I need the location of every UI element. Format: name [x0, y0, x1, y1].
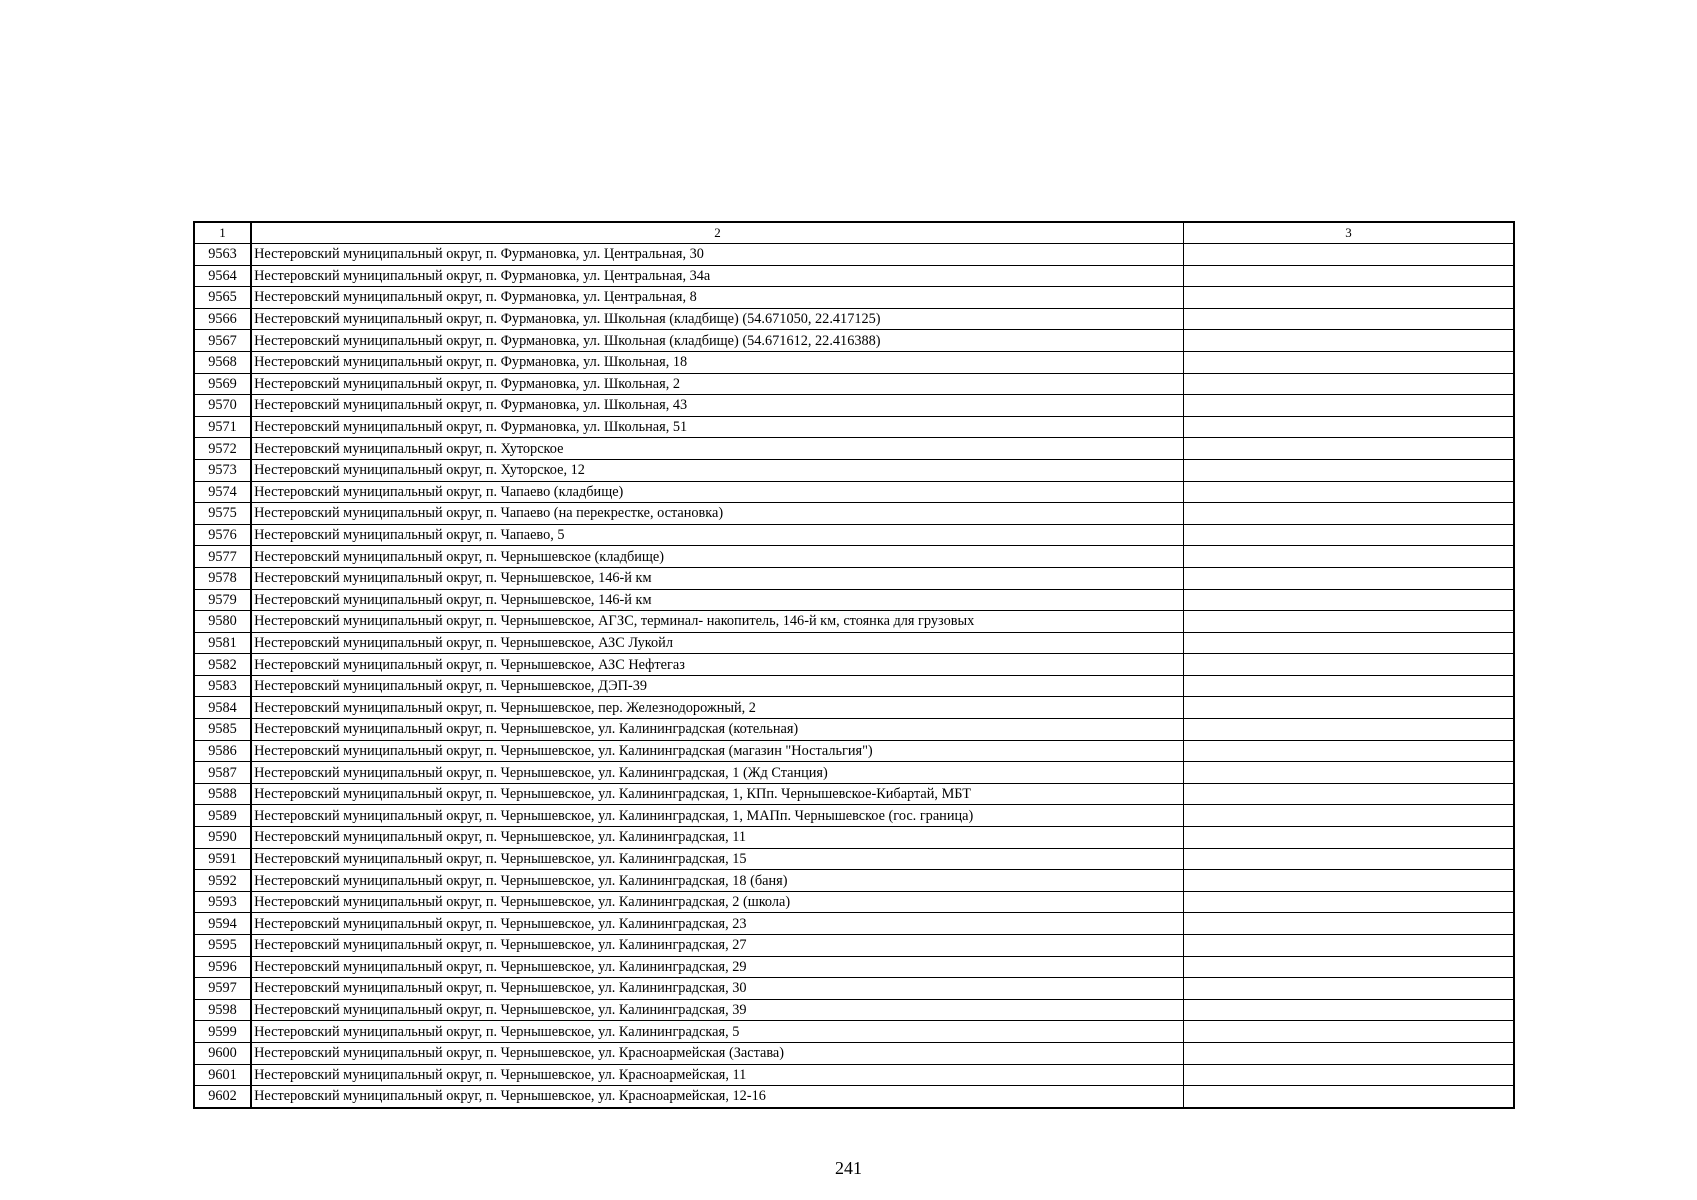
row-address: Нестеровский муниципальный округ, п. Чернышевское, ул. Калининградская, 30: [251, 978, 1183, 1000]
row-column-3: [1183, 524, 1514, 546]
row-address: Нестеровский муниципальный округ, п. Фурмановка, ул. Школьная, 51: [251, 416, 1183, 438]
row-number: 9589: [194, 805, 251, 827]
row-address: Нестеровский муниципальный округ, п. Фурмановка, ул. Школьная, 43: [251, 395, 1183, 417]
row-column-3: [1183, 827, 1514, 849]
row-number: 9577: [194, 546, 251, 568]
row-column-3: [1183, 287, 1514, 309]
row-number: 9575: [194, 503, 251, 525]
row-number: 9586: [194, 740, 251, 762]
row-address: Нестеровский муниципальный округ, п. Чернышевское, ул. Красноармейская (Застава): [251, 1042, 1183, 1064]
row-address: Нестеровский муниципальный округ, п. Чернышевское, ул. Калининградская, 29: [251, 956, 1183, 978]
row-address: Нестеровский муниципальный округ, п. Чернышевское, ул. Калининградская, 2 (школа): [251, 891, 1183, 913]
table-row: [194, 675, 1514, 697]
row-address: Нестеровский муниципальный округ, п. Чернышевское, ул. Калининградская, 39: [251, 999, 1183, 1021]
row-column-3: [1183, 1064, 1514, 1086]
row-column-3: [1183, 459, 1514, 481]
row-column-3: [1183, 589, 1514, 611]
row-number: 9570: [194, 395, 251, 417]
row-column-3: [1183, 719, 1514, 741]
row-address: Нестеровский муниципальный округ, п. Хуторское: [251, 438, 1183, 460]
row-column-3: [1183, 1042, 1514, 1064]
row-number: 9576: [194, 524, 251, 546]
table-row: [194, 287, 1514, 309]
row-number: 9564: [194, 265, 251, 287]
table-row: [194, 244, 1514, 266]
row-column-3: [1183, 351, 1514, 373]
row-column-3: [1183, 913, 1514, 935]
table-row: [194, 308, 1514, 330]
row-column-3: [1183, 308, 1514, 330]
row-column-3: [1183, 438, 1514, 460]
row-address: Нестеровский муниципальный округ, п. Чернышевское, АЗС Нефтегаз: [251, 654, 1183, 676]
row-address: Нестеровский муниципальный округ, п. Чернышевское, ул. Калининградская, 23: [251, 913, 1183, 935]
row-column-3: [1183, 330, 1514, 352]
table-row: [194, 1042, 1514, 1064]
row-number: 9590: [194, 827, 251, 849]
table-row: [194, 999, 1514, 1021]
row-column-3: [1183, 1086, 1514, 1108]
row-address: Нестеровский муниципальный округ, п. Чернышевское, ул. Калининградская, 5: [251, 1021, 1183, 1043]
row-number: 9588: [194, 783, 251, 805]
row-number: 9581: [194, 632, 251, 654]
row-number: 9592: [194, 870, 251, 892]
row-column-3: [1183, 935, 1514, 957]
row-number: 9602: [194, 1086, 251, 1108]
row-column-3: [1183, 740, 1514, 762]
table-row: [194, 654, 1514, 676]
row-number: 9573: [194, 459, 251, 481]
row-column-3: [1183, 848, 1514, 870]
table-row: [194, 265, 1514, 287]
row-number: 9566: [194, 308, 251, 330]
row-address: Нестеровский муниципальный округ, п. Чернышевское, ул. Калининградская, 1, МАПп. Чернышевское (гос. граница): [251, 805, 1183, 827]
table-row: [194, 438, 1514, 460]
row-column-3: [1183, 783, 1514, 805]
row-address: Нестеровский муниципальный округ, п. Чернышевское, 146-й км: [251, 567, 1183, 589]
table-row: [194, 459, 1514, 481]
row-address: Нестеровский муниципальный округ, п. Чернышевское, 146-й км: [251, 589, 1183, 611]
row-address: Нестеровский муниципальный округ, п. Чернышевское, ул. Красноармейская, 11: [251, 1064, 1183, 1086]
row-column-3: [1183, 632, 1514, 654]
row-number: 9587: [194, 762, 251, 784]
row-address: Нестеровский муниципальный округ, п. Фурмановка, ул. Центральная, 8: [251, 287, 1183, 309]
column-header-1: 1: [194, 222, 251, 244]
table-row: [194, 395, 1514, 417]
row-address: Нестеровский муниципальный округ, п. Фурмановка, ул. Школьная (кладбище) (54.671050, 22.417125): [251, 308, 1183, 330]
row-address: Нестеровский муниципальный округ, п. Чернышевское (кладбище): [251, 546, 1183, 568]
table-row: [194, 503, 1514, 525]
table-row: [194, 805, 1514, 827]
row-address: Нестеровский муниципальный округ, п. Фурмановка, ул. Школьная (кладбище) (54.671612, 22.416388): [251, 330, 1183, 352]
row-number: 9571: [194, 416, 251, 438]
row-address: Нестеровский муниципальный округ, п. Фурмановка, ул. Школьная, 2: [251, 373, 1183, 395]
table-row: [194, 935, 1514, 957]
row-address: Нестеровский муниципальный округ, п. Фурмановка, ул. Школьная, 18: [251, 351, 1183, 373]
table-body: [194, 222, 1514, 1108]
row-column-3: [1183, 395, 1514, 417]
table-row: [194, 762, 1514, 784]
table-row: [194, 891, 1514, 913]
table-row: [194, 697, 1514, 719]
row-number: 9567: [194, 330, 251, 352]
row-column-3: [1183, 244, 1514, 266]
row-address: Нестеровский муниципальный округ, п. Чернышевское, ул. Калининградская, 27: [251, 935, 1183, 957]
table-row: [194, 827, 1514, 849]
table-row: [194, 848, 1514, 870]
row-number: 9585: [194, 719, 251, 741]
row-number: 9591: [194, 848, 251, 870]
table-row: [194, 956, 1514, 978]
row-column-3: [1183, 654, 1514, 676]
row-column-3: [1183, 416, 1514, 438]
table-row: [194, 351, 1514, 373]
table-row: [194, 373, 1514, 395]
row-number: 9601: [194, 1064, 251, 1086]
row-address: Нестеровский муниципальный округ, п. Чернышевское, ул. Красноармейская, 12-16: [251, 1086, 1183, 1108]
row-column-3: [1183, 956, 1514, 978]
table-row: [194, 1064, 1514, 1086]
address-table: [193, 221, 1515, 1109]
table-row: [194, 740, 1514, 762]
table-row: [194, 870, 1514, 892]
table-row: [194, 567, 1514, 589]
row-number: 9572: [194, 438, 251, 460]
row-number: 9582: [194, 654, 251, 676]
row-address: Нестеровский муниципальный округ, п. Чапаево, 5: [251, 524, 1183, 546]
row-number: 9574: [194, 481, 251, 503]
row-column-3: [1183, 870, 1514, 892]
row-address: Нестеровский муниципальный округ, п. Чапаево (кладбище): [251, 481, 1183, 503]
row-address: Нестеровский муниципальный округ, п. Чапаево (на перекрестке, остановка): [251, 503, 1183, 525]
table-row: [194, 416, 1514, 438]
row-address: Нестеровский муниципальный округ, п. Чернышевское, ул. Калининградская (котельная): [251, 719, 1183, 741]
row-number: 9569: [194, 373, 251, 395]
row-number: 9583: [194, 675, 251, 697]
row-address: Нестеровский муниципальный округ, п. Чернышевское, ул. Калининградская, 1 (Жд Станция): [251, 762, 1183, 784]
table-row: [194, 546, 1514, 568]
row-column-3: [1183, 1021, 1514, 1043]
row-column-3: [1183, 567, 1514, 589]
table-row: [194, 632, 1514, 654]
table-row: [194, 913, 1514, 935]
row-address: Нестеровский муниципальный округ, п. Чернышевское, ДЭП-39: [251, 675, 1183, 697]
row-address: Нестеровский муниципальный округ, п. Чернышевское, АГЗС, терминал- накопитель, 146-й км, стоянка для грузовых: [251, 611, 1183, 633]
row-number: 9563: [194, 244, 251, 266]
row-address: Нестеровский муниципальный округ, п. Чернышевское, ул. Калининградская, 18 (баня): [251, 870, 1183, 892]
table-row: [194, 783, 1514, 805]
row-address: Нестеровский муниципальный округ, п. Чернышевское, ул. Калининградская, 1, КПп. Чернышевское-Кибартай, МБТ: [251, 783, 1183, 805]
row-number: 9565: [194, 287, 251, 309]
row-number: 9594: [194, 913, 251, 935]
table-row: [194, 524, 1514, 546]
row-column-3: [1183, 675, 1514, 697]
row-number: 9598: [194, 999, 251, 1021]
table-row: [194, 1086, 1514, 1108]
row-column-3: [1183, 805, 1514, 827]
table-header-row: [194, 222, 1514, 244]
table-row: [194, 330, 1514, 352]
table-row: [194, 611, 1514, 633]
row-number: 9580: [194, 611, 251, 633]
row-address: Нестеровский муниципальный округ, п. Чернышевское, пер. Железнодорожный, 2: [251, 697, 1183, 719]
row-column-3: [1183, 999, 1514, 1021]
table-row: [194, 978, 1514, 1000]
row-column-3: [1183, 481, 1514, 503]
row-column-3: [1183, 762, 1514, 784]
row-number: 9597: [194, 978, 251, 1000]
row-number: 9568: [194, 351, 251, 373]
page-number: 241: [835, 1158, 862, 1178]
row-number: 9595: [194, 935, 251, 957]
row-column-3: [1183, 611, 1514, 633]
row-number: 9599: [194, 1021, 251, 1043]
row-number: 9593: [194, 891, 251, 913]
row-column-3: [1183, 503, 1514, 525]
row-column-3: [1183, 697, 1514, 719]
row-number: 9596: [194, 956, 251, 978]
row-column-3: [1183, 373, 1514, 395]
table-row: [194, 719, 1514, 741]
row-address: Нестеровский муниципальный округ, п. Чернышевское, ул. Калининградская, 15: [251, 848, 1183, 870]
row-column-3: [1183, 546, 1514, 568]
row-number: 9600: [194, 1042, 251, 1064]
row-number: 9584: [194, 697, 251, 719]
row-column-3: [1183, 265, 1514, 287]
row-column-3: [1183, 891, 1514, 913]
row-number: 9578: [194, 567, 251, 589]
row-address: Нестеровский муниципальный округ, п. Чернышевское, АЗС Лукойл: [251, 632, 1183, 654]
table-row: [194, 481, 1514, 503]
row-address: Нестеровский муниципальный округ, п. Хуторское, 12: [251, 459, 1183, 481]
row-column-3: [1183, 978, 1514, 1000]
row-address: Нестеровский муниципальный округ, п. Фурмановка, ул. Центральная, 30: [251, 244, 1183, 266]
row-address: Нестеровский муниципальный округ, п. Чернышевское, ул. Калининградская, 11: [251, 827, 1183, 849]
row-address: Нестеровский муниципальный округ, п. Чернышевское, ул. Калининградская (магазин "Ностальгия"): [251, 740, 1183, 762]
row-address: Нестеровский муниципальный округ, п. Фурмановка, ул. Центральная, 34а: [251, 265, 1183, 287]
row-number: 9579: [194, 589, 251, 611]
table-row: [194, 1021, 1514, 1043]
table-row: [194, 589, 1514, 611]
column-header-2: 2: [251, 222, 1183, 244]
column-header-3: 3: [1183, 222, 1514, 244]
